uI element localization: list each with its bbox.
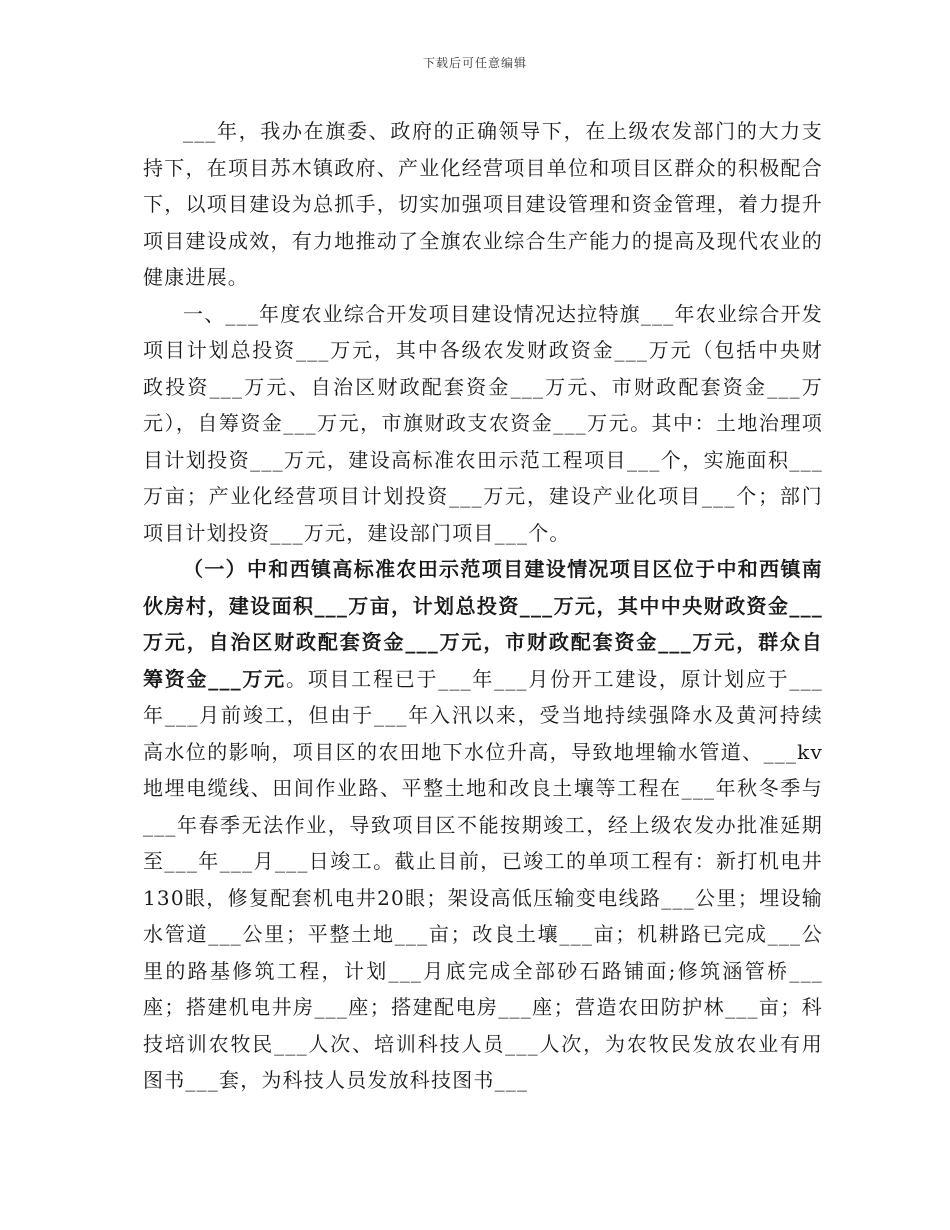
- section-one-paragraph: 一、___年度农业综合开发项目建设情况达拉特旗___年农业综合开发项目计划总投资___万元，其中各级农发财政资金___万元（包括中央财政投资___万元、自治区财政配套资金___万元、市财政配套资金___万元），自筹资金___万元，市旗财政支农资金___万元。其中：土地治理项目计划投资___万元，建设高标准农田示范工程项目___个，实施面积___万亩；产业化经营项目计划投资___万元，建设产业化项目___个；部门项目计划投资___万元，建设部门项目___个。: [143, 301, 823, 545]
- page-header-note: 下载后可任意编辑: [422, 56, 527, 70]
- document-body: [143, 113, 823, 1099]
- subsection-one-paragraph: [143, 551, 823, 1099]
- subsection-one-body: 。项目工程已于___年___月份开工建设，原计划应于___年___月前竣工，但由于___年入汛以来，受当地持续强降水及黄河持续高水位的影响，项目区的农田地下水位升高，导致地埋输水管道、___kv地埋电缆线、田间作业路、平整土地和改良土壤等工程在___年秋冬季与___年春季无法作业，导致项目区不能按期竣工，经上级农发办批准延期至___年___月___日竣工。截止目前，已竣工的单项工程有：新打机电井130眼，修复配套机电井20眼；架设高低压输变电线路___公里；埋设输水管道___公里；平整土地___亩；改良土壤___亩；机耕路已完成___公里的路基修筑工程，计划___月底完成全部砂石路铺面;修筑涵管桥___座；搭建机电井房___座；搭建配电房___座；营造农田防护林___亩；科技培训农牧民___人次、培训科技人员___人次，为农牧民发放农业有用图书___套，为科技人员发放科技图书___: [143, 666, 823, 1092]
- subsection-one-heading: （一）中和西镇高标准农田示范项目建设情况项目区位于中和西镇南伙房村，建设面积___万亩，计划总投资___万元，其中中央财政资金___万元，自治区财政配套资金___万元，市财政配套资金___万元，群众自筹资金___万元: [143, 557, 823, 691]
- intro-paragraph: ___年，我办在旗委、政府的正确领导下，在上级农发部门的大力支持下，在项目苏木镇政府、产业化经营项目单位和项目区群众的积极配合下，以项目建设为总抓手，切实加强项目建设管理和资金管理，着力提升项目建设成效，有力地推动了全旗农业综合生产能力的提高及现代农业的健康进展。: [143, 119, 823, 289]
